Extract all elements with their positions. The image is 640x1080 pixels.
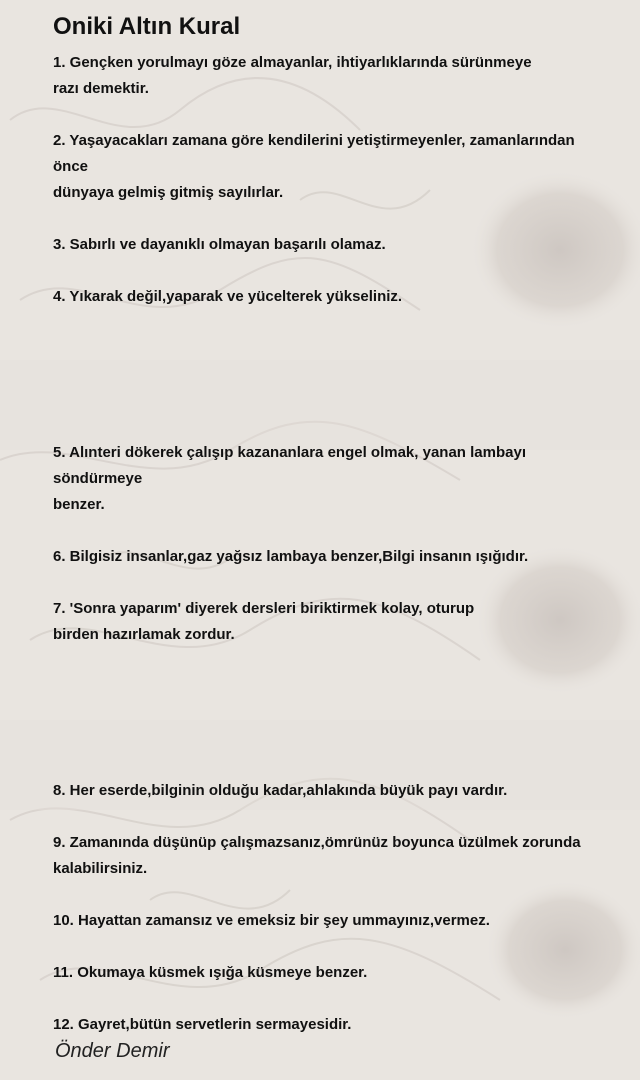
poem-body [53,12,628,1038]
poem-line: 6. Bilgisiz insanlar,gaz yağsız lambaya benzer,Bilgi insanın ışığıdır. [53,548,529,565]
poem-line: 1. Gençken yorulmayı göze almayanlar, ihtiyarlıklarında sürünmeye [53,54,532,71]
poem-line: 9. Zamanında düşünüp çalışmazsanız,ömrünüz boyunca üzülmek zorunda [53,834,581,851]
blank-line [53,752,628,778]
blank-line [53,700,628,726]
poem-author: Önder Demir [55,1040,170,1062]
poem-line: 11. Okumaya küsmek ışığa küsmeye benzer. [53,964,368,981]
poem-line: dünyaya gelmiş gitmiş sayılırlar. [53,184,284,201]
poem-line: 7. 'Sonra yaparım' diyerek dersleri biriktirmek kolay, oturup [53,600,475,617]
poem-line: 4. Yıkarak değil,yaparak ve yücelterek yükseliniz. [53,288,403,305]
blank-line [53,362,628,388]
blank-line [53,518,628,544]
blank-line [53,310,628,336]
poem-line: önce [53,158,89,175]
poem-line: 10. Hayattan zamansız ve emeksiz bir şey ummayınız,vermez. [53,912,490,929]
blank-line [53,336,628,362]
poem-line: 5. Alınteri dökerek çalışıp kazananlara engel olmak, yanan lambayı [53,444,526,461]
blank-line [53,882,628,908]
poem-line: 3. Sabırlı ve dayanıklı olmayan başarılı olamaz. [53,236,386,253]
poem-line: kalabilirsiniz. [53,860,148,877]
poem-line: söndürmeye [53,470,143,487]
blank-line [53,102,628,128]
poem-title: Oniki Altın Kural [53,13,241,40]
blank-line [53,570,628,596]
blank-line [53,206,628,232]
poem-line: 8. Her eserde,bilginin olduğu kadar,ahlakında büyük payı vardır. [53,782,508,799]
blank-line [53,726,628,752]
blank-line [53,414,628,440]
poem-line: birden hazırlamak zordur. [53,626,235,643]
blank-line [53,674,628,700]
blank-line [53,934,628,960]
blank-line [53,804,628,830]
blank-line [53,258,628,284]
poem-lines [53,50,628,1038]
poem-line: razı demektir. [53,80,149,97]
poem-line: 12. Gayret,bütün servetlerin sermayesidir. [53,1016,352,1033]
blank-line [53,648,628,674]
blank-line [53,388,628,414]
poem-line: benzer. [53,496,105,513]
blank-line [53,986,628,1012]
poem-line: 2. Yaşayacakları zamana göre kendilerini yetiştirmeyenler, zamanlarından [53,132,575,149]
